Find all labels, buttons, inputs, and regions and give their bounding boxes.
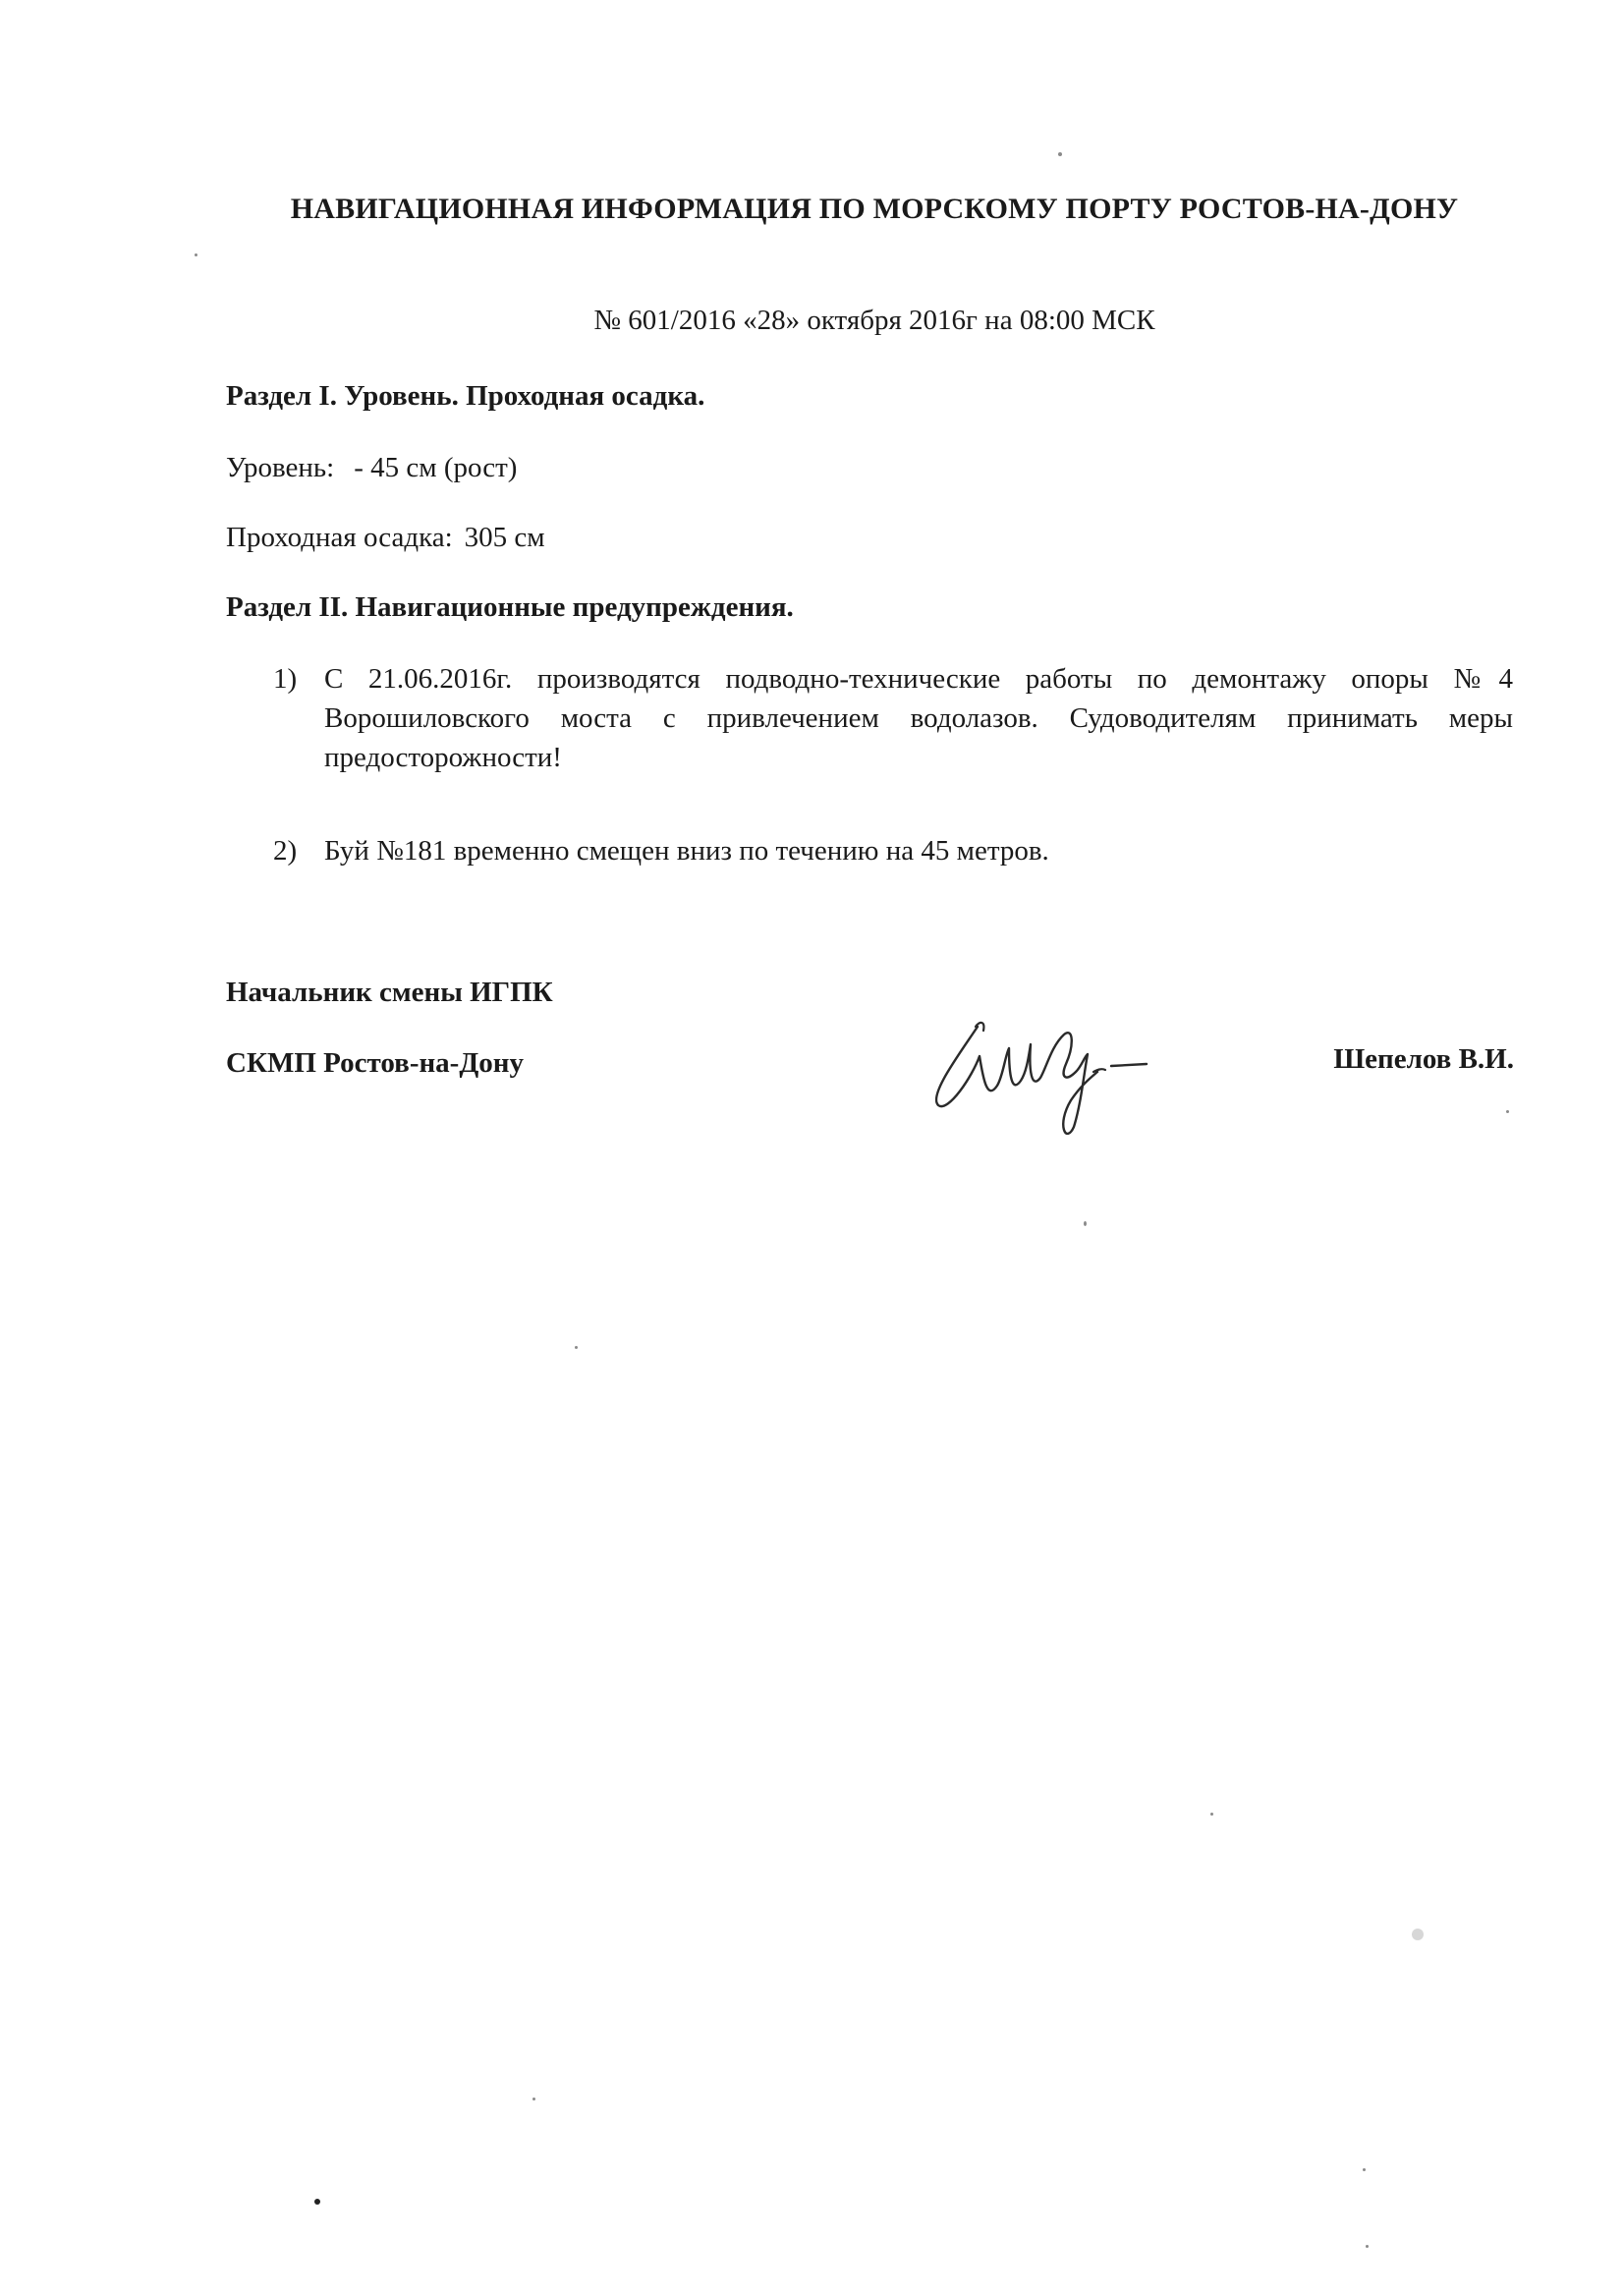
warning-item-number: 1)	[273, 663, 298, 695]
document-title: НАВИГАЦИОННАЯ ИНФОРМАЦИЯ ПО МОРСКОМУ ПОРТУ РОСТОВ-НА-ДОНУ	[290, 193, 1459, 225]
scan-speck	[1084, 1221, 1087, 1226]
draft-value: 305 см	[464, 522, 545, 553]
scan-speck	[1506, 1110, 1509, 1113]
section-1-heading: Раздел I. Уровень. Проходная осадка.	[226, 380, 705, 412]
draft-label: Проходная осадка:	[226, 522, 453, 553]
scan-speck	[1210, 1813, 1213, 1816]
scan-speck	[195, 253, 197, 256]
document-number-line: № 601/2016 «28» октября 2016г на 08:00 МСК	[593, 305, 1155, 336]
warning-item-number: 2)	[273, 835, 298, 867]
signer-position-line1: Начальник смены ИГПК	[226, 977, 553, 1008]
signer-name: Шепелов В.И.	[1333, 1043, 1514, 1075]
scan-speck	[1363, 2168, 1366, 2171]
scan-speck	[314, 2199, 320, 2205]
scan-speck	[1366, 2245, 1369, 2248]
level-value: - 45 см (рост)	[354, 452, 518, 483]
warning-item	[273, 831, 1513, 870]
draft-row	[226, 518, 545, 557]
warning-item-text: С 21.06.2016г. производятся подводно-технические работы по демонтажу опоры №4 Ворошиловского моста с привлечением водолазов. Судоводителям принимать меры предосторожности!	[324, 663, 1513, 773]
scan-speck	[1058, 152, 1062, 156]
section-2-heading: Раздел II. Навигационные предупреждения.	[226, 591, 794, 623]
warning-item-text: Буй №181 временно смещен вниз по течению на 45 метров.	[324, 835, 1049, 867]
level-row	[226, 448, 517, 487]
scan-speck	[532, 2098, 535, 2100]
signer-position-line2: СКМП Ростов-на-Дону	[226, 1047, 524, 1079]
warning-item	[273, 659, 1513, 777]
scan-speck	[1412, 1929, 1424, 1940]
handwritten-signature	[919, 987, 1164, 1135]
level-label: Уровень:	[226, 452, 335, 483]
scan-speck	[575, 1346, 578, 1349]
